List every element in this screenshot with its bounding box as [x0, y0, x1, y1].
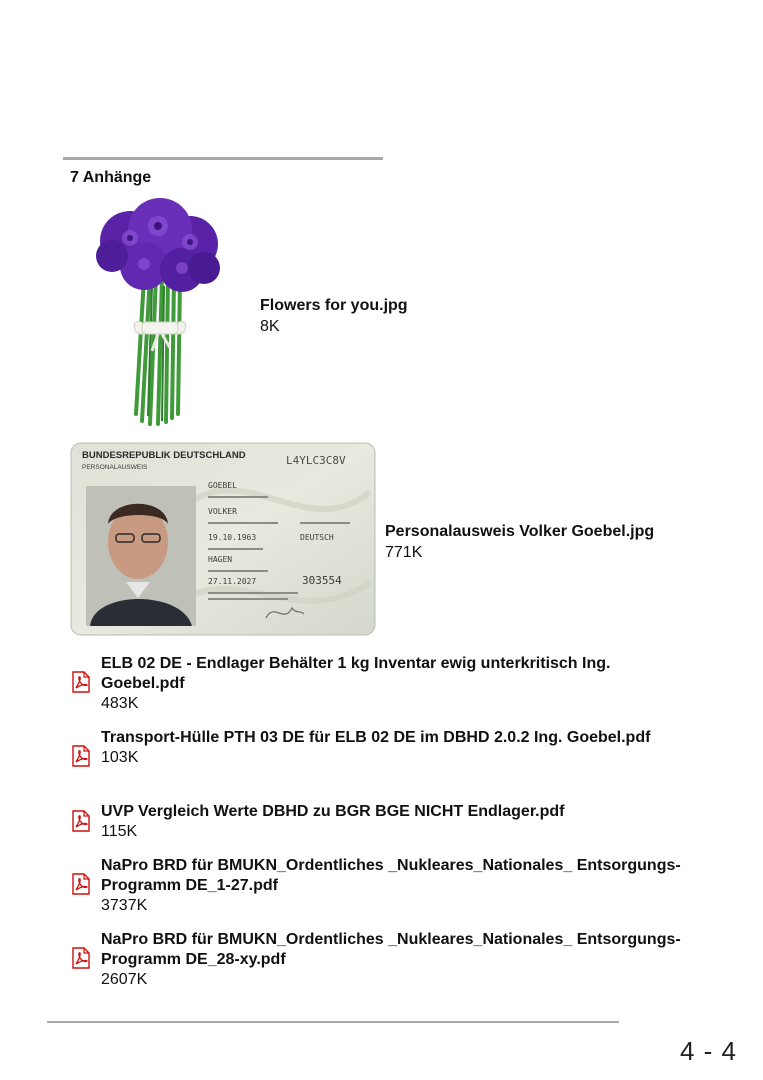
pdf-attachment[interactable] [70, 930, 681, 992]
id-card-birthplace: HAGEN [208, 555, 233, 564]
pdf-name[interactable]: NaPro BRD für BMUKN_Ordentliches _Nukleares_Nationales_ Entsorgungs-Programm DE_28-xy.pdf [101, 931, 681, 968]
pdf-name[interactable]: Transport-Hülle PTH 03 DE für ELB 02 DE im DBHD 2.0.2 Ing. Goebel.pdf [101, 729, 651, 746]
id-card-image [70, 442, 376, 636]
pdf-file-icon [70, 810, 92, 832]
attachment-flowers[interactable] [92, 196, 227, 428]
pdf-size: 2607K [101, 971, 148, 988]
pdf-name[interactable]: UVP Vergleich Werte DBHD zu BGR BGE NICHT Endlager.pdf [101, 803, 565, 820]
id-card-given-name: VOLKER [208, 507, 237, 516]
id-card-nationality: DEUTSCH [300, 533, 334, 542]
id-card-expiry: 27.11.2027 [208, 577, 257, 586]
pdf-attachment[interactable] [70, 856, 681, 918]
pdf-size: 103K [101, 749, 139, 766]
attachments-heading: 7 Anhänge [70, 169, 152, 186]
pdf-attachment[interactable] [70, 728, 670, 790]
pdf-size: 115K [101, 823, 138, 840]
id-card-surname: GOEBEL [208, 481, 237, 490]
bottom-divider [47, 1021, 619, 1023]
pdf-file-icon [70, 947, 92, 969]
pdf-attachment[interactable] [70, 654, 670, 716]
id-card-birth-date: 19.10.1963 [208, 533, 257, 542]
attachment-id-card[interactable] [70, 442, 376, 636]
pdf-attachment[interactable] [70, 802, 670, 844]
pdf-file-icon [70, 873, 92, 895]
pdf-size: 3737K [101, 897, 148, 914]
id-card-number: L4YLC3C8V [286, 454, 346, 467]
pdf-file-icon [70, 745, 92, 767]
flower-bouquet-image [92, 196, 227, 428]
top-divider [63, 157, 383, 160]
pdf-size: 483K [101, 695, 139, 712]
pdf-name[interactable]: ELB 02 DE - Endlager Behälter 1 kg Inventar ewig unterkritisch Ing. Goebel.pdf [101, 655, 611, 692]
id-card-can: 303554 [302, 574, 342, 587]
pdf-name[interactable]: NaPro BRD für BMUKN_Ordentliches _Nukleares_Nationales_ Entsorgungs-Programm DE_1-27.pdf [101, 857, 681, 894]
pdf-file-icon [70, 671, 92, 693]
page-number: 4 - 4 [679, 1036, 737, 1066]
attachment-name[interactable]: Personalausweis Volker Goebel.jpg [385, 523, 655, 540]
attachment-size: 771K [385, 544, 423, 561]
id-card-doctype: PERSONALAUSWEIS [82, 464, 148, 471]
attachment-size: 8K [260, 318, 280, 335]
id-card-country: BUNDESREPUBLIK DEUTSCHLAND [82, 450, 246, 461]
attachment-name[interactable]: Flowers for you.jpg [260, 297, 408, 314]
